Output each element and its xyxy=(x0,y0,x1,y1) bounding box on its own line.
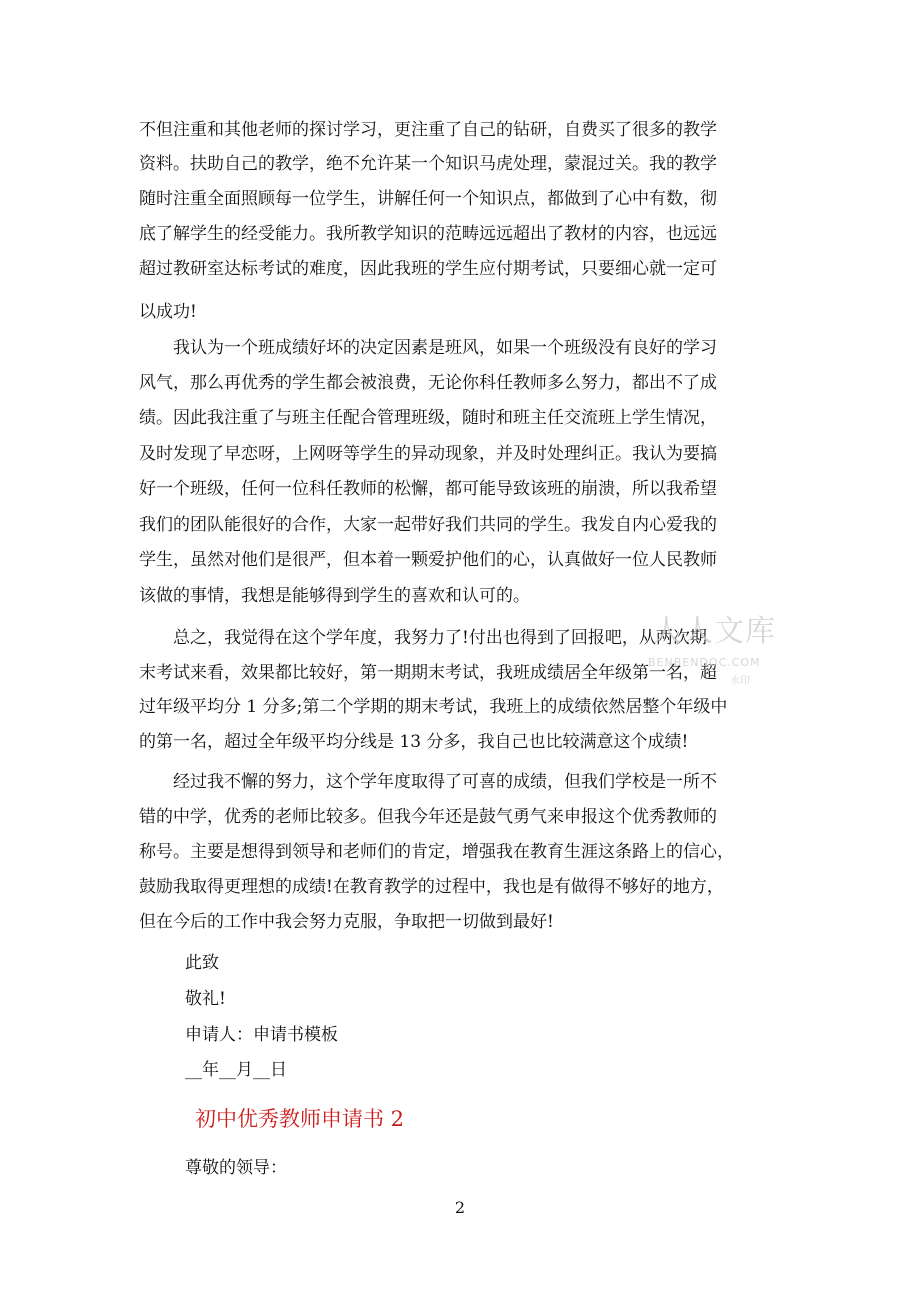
text-line: 经过我不懈的努力，这个学年度取得了可喜的成绩，但我们学校是一所不 xyxy=(139,772,717,792)
page-number: 2 xyxy=(454,1198,466,1217)
closing-line: 此致 xyxy=(151,953,219,973)
text-line: 错的中学，优秀的老师比较多。但我今年还是鼓气勇气来申报这个优秀教师的 xyxy=(139,807,717,827)
closing-line: 敬礼! xyxy=(151,989,226,1009)
text-line: 底了解学生的经受能力。我所教学知识的范畴远远超出了教材的内容，也远远 xyxy=(139,224,717,244)
text-line: 不但注重和其他老师的探讨学习，更注重了自己的钻研，自费买了很多的教学 xyxy=(139,120,717,140)
text-line: 学生，虽然对他们是很严，但本着一颗爱护他们的心，认真做好一位人民教师 xyxy=(139,550,717,570)
watermark-url: BENBENDOC.COM xyxy=(648,656,761,669)
text-line: 鼓励我取得更理想的成绩!在教育教学的过程中，我也是有做得不够好的地方， xyxy=(139,877,724,897)
text-line: 末考试来看，效果都比较好，第一期期末考试，我班成绩居全年级第一名，超 xyxy=(139,663,717,683)
section-heading: 初中优秀教师申请书 2 xyxy=(195,1107,405,1131)
date-line: __年__月__日 xyxy=(151,1060,287,1080)
text-line: 总之，我觉得在这个学年度，我努力了!付出也得到了回报吧，从两次期 xyxy=(139,628,707,648)
text-line: 我认为一个班成绩好坏的决定因素是班风，如果一个班级没有良好的学习 xyxy=(139,338,717,358)
text-line: 但在今后的工作中我会努力克服，争取把一切做到最好! xyxy=(139,912,554,932)
text-line: 随时注重全面照顾每一位学生，讲解任何一个知识点，都做到了心中有数，彻 xyxy=(139,189,717,209)
text-line: 过年级平均分 1 分多;第二个学期的期末考试，我班上的成绩依然居整个年级中 xyxy=(139,697,728,717)
watermark-tag: 水印 xyxy=(730,676,750,687)
salutation: 尊敬的领导： xyxy=(151,1158,287,1178)
text-line: 好一个班级，任何一位科任教师的松懈，都可能导致该班的崩溃，所以我希望 xyxy=(139,479,717,499)
text-line: 以成功! xyxy=(139,302,197,322)
text-line: 我们的团队能很好的合作，大家一起带好我们共同的学生。我发自内心爱我的 xyxy=(139,515,717,535)
text-line: 称号。主要是想得到领导和老师们的肯定，增强我在教育生涯这条路上的信心， xyxy=(139,842,734,862)
signature-line: 申请人：申请书模板 xyxy=(151,1025,338,1045)
watermark-brand: 人人文库 xyxy=(652,614,776,649)
text-line: 及时发现了早恋呀，上网呀等学生的异动现象，并及时处理纠正。我认为要搞 xyxy=(139,444,717,464)
text-line: 绩。因此我注重了与班主任配合管理班级，随时和班主任交流班上学生情况， xyxy=(139,408,717,428)
text-line: 超过教研室达标考试的难度，因此我班的学生应付期考试，只要细心就一定可 xyxy=(139,259,717,279)
text-line: 资料。扶助自己的教学，绝不允许某一个知识马虎处理，蒙混过关。我的教学 xyxy=(139,154,717,174)
text-line: 该做的事情，我想是能够得到学生的喜欢和认可的。 xyxy=(139,586,530,606)
text-line: 的第一名，超过全年级平均分线是 13 分多，我自己也比较满意这个成绩! xyxy=(139,732,689,752)
text-line: 风气，那么再优秀的学生都会被浪费，无论你科任教师多么努力，都出不了成 xyxy=(139,373,717,393)
